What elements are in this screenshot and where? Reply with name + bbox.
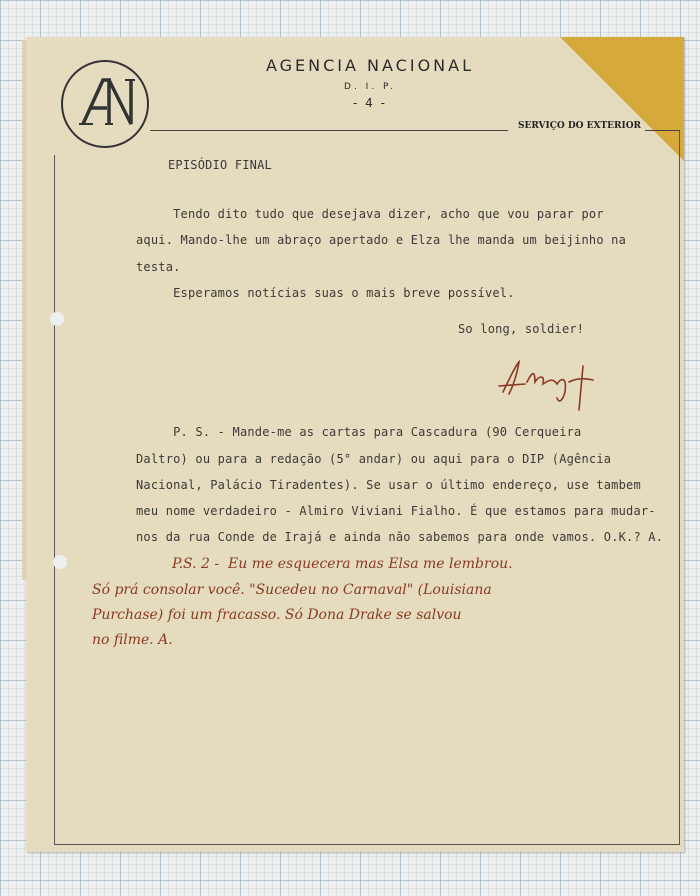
margin-line (54, 155, 55, 845)
postscript-line: meu nome verdadeiro - Almiro Viviani Fialho. É que estamos para mudar- (136, 504, 656, 518)
right-border-line (679, 131, 680, 845)
handwritten-line: P.S. 2 - Eu me esquecera mas Elsa me lembrou. (172, 556, 513, 572)
bottom-border-line (54, 844, 680, 845)
header-rule-right (645, 130, 680, 131)
paragraph-line: Tendo dito tudo que desejava dizer, acho que vou parar por (136, 207, 604, 221)
handwritten-line: no filme. A. (92, 632, 173, 648)
paragraph-line: testa. (136, 260, 181, 274)
postscript-line: Nacional, Palácio Tiradentes). Se usar o último endereço, use tambem (136, 478, 641, 492)
postscript-line: nos da rua Conde de Irajá e ainda não sabemos para onde vamos. O.K.? A. (136, 530, 664, 544)
postscript-line: Daltro) ou para a redação (5° andar) ou aqui para o DIP (Agência (136, 452, 612, 466)
handwritten-line: Só prá consolar você. "Sucedeu no Carnaval" (Louisiana (92, 582, 492, 598)
letter-page (26, 37, 684, 852)
header-rule (150, 130, 508, 131)
letterhead-subtitle: D. I. P. (344, 82, 396, 92)
letter-heading: EPISÓDIO FINAL (168, 158, 272, 172)
agency-logo (61, 60, 149, 148)
punch-hole (50, 312, 64, 326)
page-number: - 4 - (353, 96, 387, 110)
postscript-line: P. S. - Mande-me as cartas para Cascadura (90 Cerqueira (136, 425, 582, 439)
department-label: SERVIÇO DO EXTERIOR (518, 121, 642, 131)
letterhead-title: AGENCIA NACIONAL (265, 56, 474, 75)
handwritten-line: Purchase) foi um fracasso. Só Dona Drake se salvou (92, 607, 462, 623)
paragraph-line: aqui. Mando-lhe um abraço apertado e Elza lhe manda um beijinho na (136, 233, 627, 247)
punch-hole (53, 555, 67, 569)
signature (495, 352, 605, 412)
closing-line: So long, soldier! (458, 322, 585, 336)
paragraph-line: Esperamos notícias suas o mais breve possível. (136, 286, 515, 300)
